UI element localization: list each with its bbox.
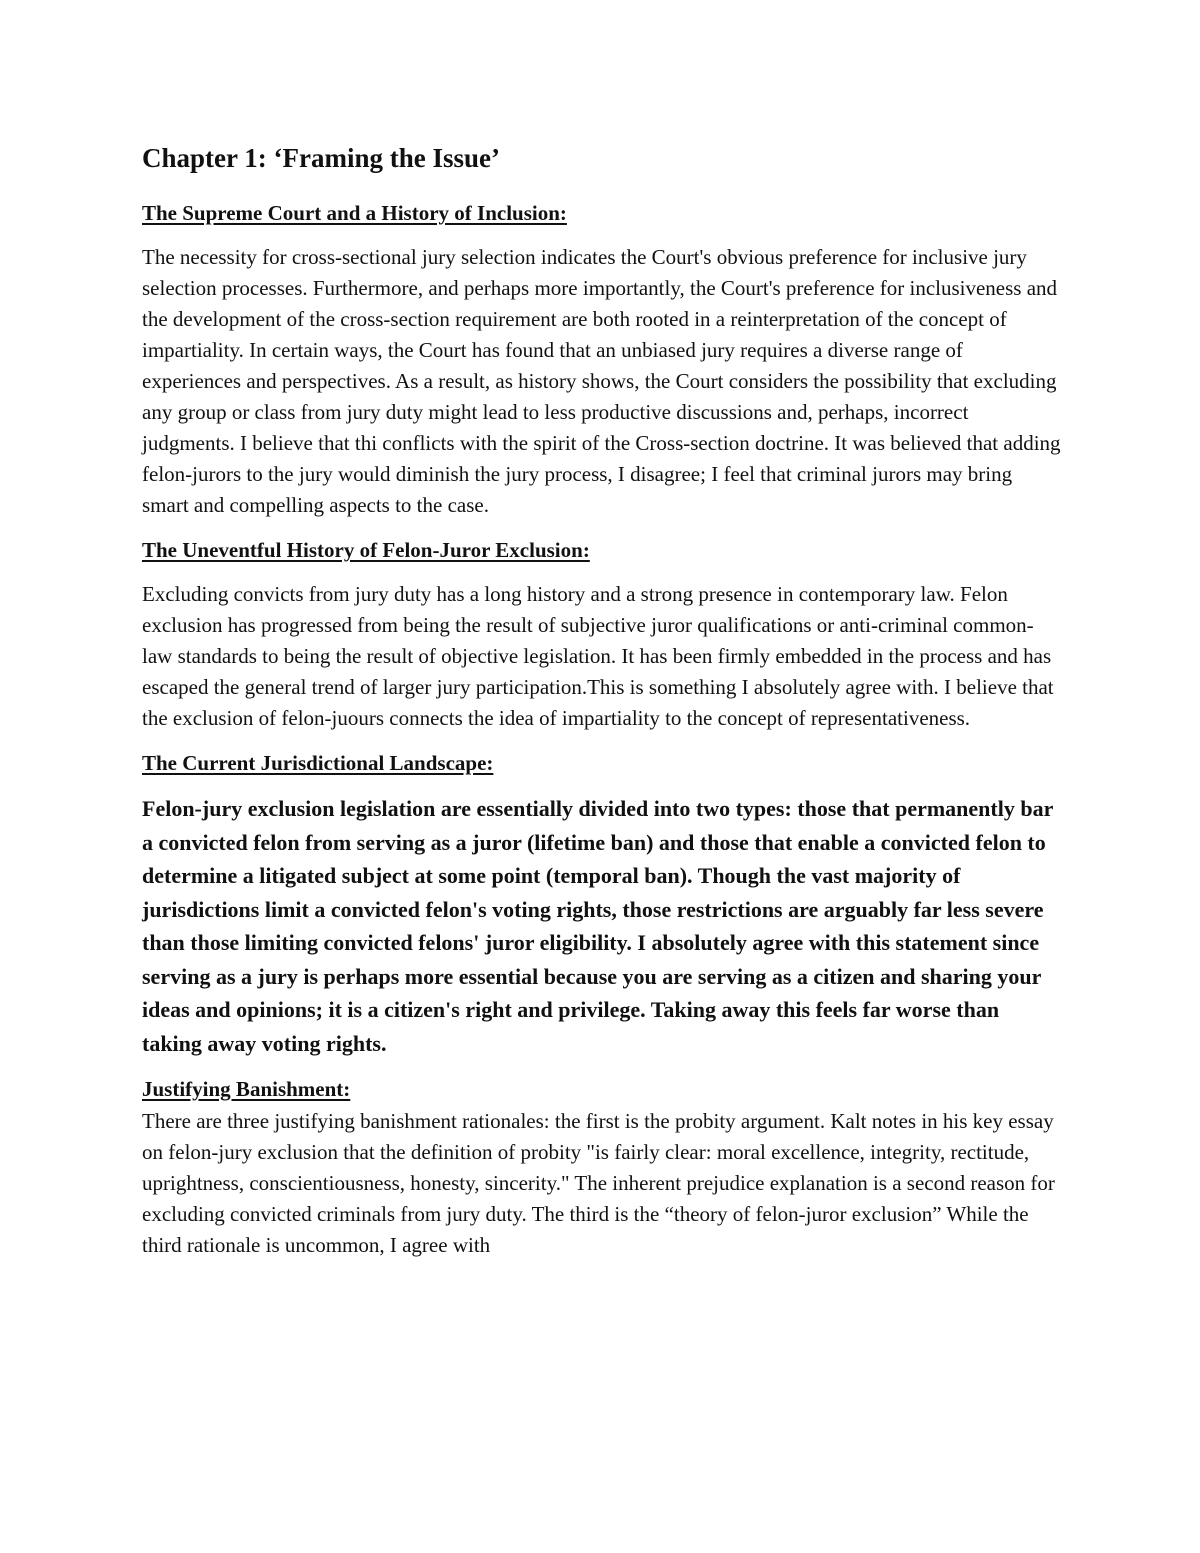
chapter-title: Chapter 1: ‘Framing the Issue’ [142, 143, 500, 173]
section-heading-jurisdictional-landscape: The Current Jurisdictional Landscape: [142, 751, 494, 775]
document-page [142, 138, 1062, 1261]
section-body-justifying-banishment: There are three justifying banishment rationales: the first is the probity argument. Kalt notes in his key essay on felon-jury exclusion that the definition of probity "is fairly clear: moral excellence, integrity, rectitude, uprightness, conscientiousness, honesty, sincerity." The inherent prejudice explanation is a second reason for excluding convicted criminals from jury duty. The third is the “theory of felon-juror exclusion” While the third rationale is uncommon, I agree with [142, 1109, 1055, 1257]
section-heading-supreme-court: The Supreme Court and a History of Inclusion: [142, 201, 567, 225]
section-heading-justifying-banishment: Justifying Banishment: [142, 1077, 351, 1101]
section-body-supreme-court: The necessity for cross-sectional jury selection indicates the Court's obvious preference for inclusive jury selection processes. Furthermore, and perhaps more importantly, the Court's preference for inclusiveness and the development of the cross-section requirement are both rooted in a reinterpretation of the concept of impartiality. In certain ways, the Court has found that an unbiased jury requires a diverse range of experiences and perspectives. As a result, as history shows, the Court considers the possibility that excluding any group or class from jury duty might lead to less productive discussions and, perhaps, incorrect judgments. I believe that thi conflicts with the spirit of the Cross-section doctrine. It was believed that adding felon-jurors to the jury would diminish the jury process, I disagree; I feel that criminal jurors may bring smart and compelling aspects to the case. [142, 245, 1061, 517]
section-heading-felon-juror-exclusion: The Uneventful History of Felon-Juror Exclusion: [142, 538, 590, 562]
section-body-jurisdictional-landscape: Felon-jury exclusion legislation are essentially divided into two types: those that permanently bar a convicted felon from serving as a juror (lifetime ban) and those that enable a convicted felon to determine a litigated subject at some point (temporal ban). Though the vast majority of jurisdictions limit a convicted felon's voting rights, those restrictions are arguably far less severe than those limiting convicted felons' juror eligibility. I absolutely agree with this statement since serving as a jury is perhaps more essential because you are serving as a citizen and sharing your ideas and opinions; it is a citizen's right and privilege. Taking away this feels far worse than taking away voting rights. [142, 796, 1053, 1056]
section-body-felon-juror-exclusion: Excluding convicts from jury duty has a long history and a strong presence in contemporary law. Felon exclusion has progressed from being the result of subjective juror qualifications or anti-criminal common-law standards to being the result of objective legislation. It has been firmly embedded in the process and has escaped the general trend of larger jury participation.This is something I absolutely agree with. I believe that the exclusion of felon-juours connects the idea of impartiality to the concept of representativeness. [142, 582, 1054, 730]
